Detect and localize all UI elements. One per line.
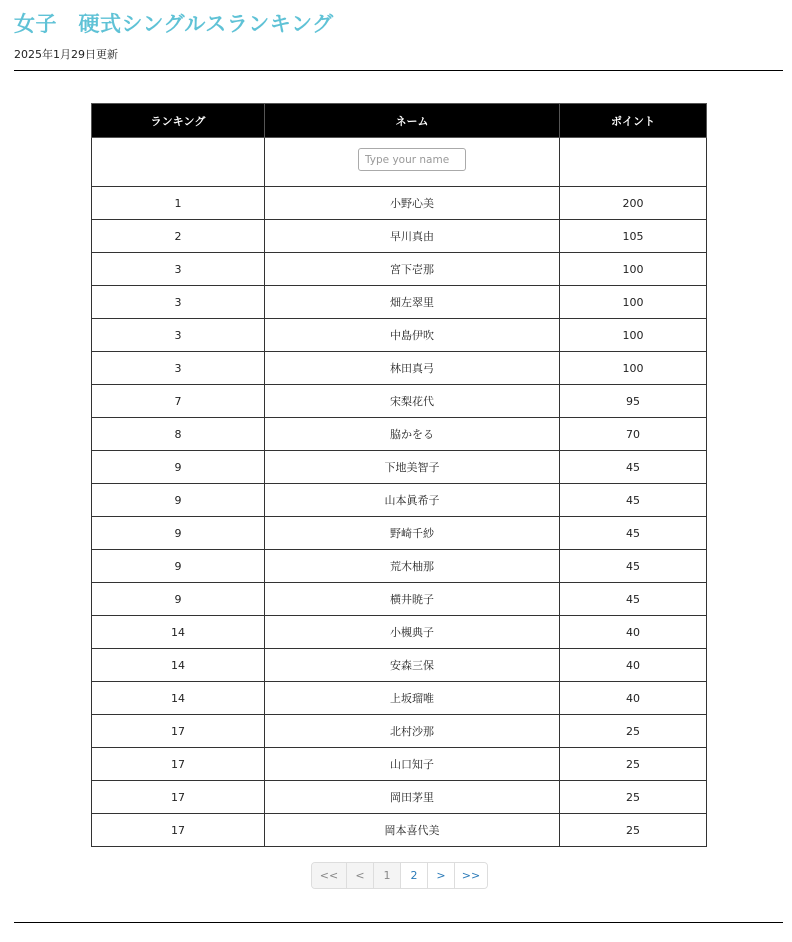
rank-cell: 8 — [92, 418, 265, 451]
points-cell: 45 — [560, 517, 707, 550]
name-cell: 岡本喜代美 — [265, 814, 560, 847]
points-cell: 40 — [560, 682, 707, 715]
rank-cell: 17 — [92, 715, 265, 748]
table-row — [92, 550, 707, 583]
name-cell: 横井暁子 — [265, 583, 560, 616]
updated-date: 2025年1月29日更新 — [14, 48, 118, 61]
rank-cell: 3 — [92, 286, 265, 319]
name-cell: 荒木柚那 — [265, 550, 560, 583]
name-cell: 畑左翠里 — [265, 286, 560, 319]
next-page-button[interactable]: > — [427, 863, 454, 888]
name-cell: 中島伊吹 — [265, 319, 560, 352]
table-row — [92, 748, 707, 781]
rank-cell: 2 — [92, 220, 265, 253]
rank-cell: 14 — [92, 649, 265, 682]
name-cell: 脇かをる — [265, 418, 560, 451]
rank-cell: 9 — [92, 583, 265, 616]
points-cell: 40 — [560, 616, 707, 649]
name-cell: 野崎千紗 — [265, 517, 560, 550]
table-header-row — [92, 104, 707, 138]
rank-cell: 17 — [92, 748, 265, 781]
table-row — [92, 187, 707, 220]
name-cell: 上坂瑠唯 — [265, 682, 560, 715]
rank-cell: 9 — [92, 451, 265, 484]
filter-cell-points — [560, 138, 707, 187]
points-cell: 100 — [560, 286, 707, 319]
pagination — [311, 862, 488, 889]
name-cell: 早川真由 — [265, 220, 560, 253]
rank-cell: 17 — [92, 781, 265, 814]
points-cell: 45 — [560, 484, 707, 517]
table-row — [92, 583, 707, 616]
points-cell: 100 — [560, 352, 707, 385]
table-row — [92, 319, 707, 352]
bottom-divider — [14, 922, 783, 923]
rank-cell: 3 — [92, 253, 265, 286]
table-row — [92, 649, 707, 682]
filter-row — [92, 138, 707, 187]
rank-cell: 1 — [92, 187, 265, 220]
table-row — [92, 616, 707, 649]
filter-cell-name — [265, 138, 560, 187]
points-cell: 45 — [560, 451, 707, 484]
points-cell: 25 — [560, 814, 707, 847]
ranking-table — [91, 103, 707, 847]
table-row — [92, 814, 707, 847]
column-header-points[interactable]: ポイント — [560, 104, 707, 138]
page-1-button[interactable]: 1 — [373, 863, 400, 888]
last-page-button[interactable]: >> — [454, 863, 487, 888]
name-cell: 小槻典子 — [265, 616, 560, 649]
name-cell: 山本眞希子 — [265, 484, 560, 517]
name-cell: 宮下壱那 — [265, 253, 560, 286]
table-row — [92, 385, 707, 418]
name-cell: 宋梨花代 — [265, 385, 560, 418]
table-row — [92, 715, 707, 748]
rank-cell: 9 — [92, 517, 265, 550]
table-row — [92, 451, 707, 484]
rank-cell: 9 — [92, 484, 265, 517]
name-cell: 岡田茅里 — [265, 781, 560, 814]
table-row — [92, 682, 707, 715]
name-cell: 安森三保 — [265, 649, 560, 682]
filter-cell-rank — [92, 138, 265, 187]
points-cell: 105 — [560, 220, 707, 253]
column-header-rank[interactable]: ランキング — [92, 104, 265, 138]
name-filter-input[interactable] — [358, 148, 466, 171]
column-header-name[interactable]: ネーム — [265, 104, 560, 138]
rank-cell: 14 — [92, 682, 265, 715]
previous-page-button[interactable]: < — [346, 863, 373, 888]
points-cell: 25 — [560, 748, 707, 781]
name-cell: 林田真弓 — [265, 352, 560, 385]
name-cell: 北村沙那 — [265, 715, 560, 748]
rank-cell: 14 — [92, 616, 265, 649]
table-row — [92, 352, 707, 385]
name-cell: 山口知子 — [265, 748, 560, 781]
table-row — [92, 418, 707, 451]
table-row — [92, 253, 707, 286]
page-title: 女子 硬式シングルスランキング — [14, 12, 334, 36]
rank-cell: 3 — [92, 319, 265, 352]
points-cell: 100 — [560, 319, 707, 352]
table-row — [92, 781, 707, 814]
points-cell: 100 — [560, 253, 707, 286]
points-cell: 25 — [560, 715, 707, 748]
rank-cell: 17 — [92, 814, 265, 847]
points-cell: 70 — [560, 418, 707, 451]
points-cell: 200 — [560, 187, 707, 220]
points-cell: 95 — [560, 385, 707, 418]
points-cell: 45 — [560, 583, 707, 616]
name-cell: 下地美智子 — [265, 451, 560, 484]
rank-cell: 9 — [92, 550, 265, 583]
points-cell: 45 — [560, 550, 707, 583]
top-divider — [14, 70, 783, 71]
points-cell: 40 — [560, 649, 707, 682]
rank-cell: 3 — [92, 352, 265, 385]
table-row — [92, 220, 707, 253]
first-page-button[interactable]: << — [312, 863, 346, 888]
table-row — [92, 484, 707, 517]
table-row — [92, 286, 707, 319]
rank-cell: 7 — [92, 385, 265, 418]
points-cell: 25 — [560, 781, 707, 814]
page-2-button[interactable]: 2 — [400, 863, 427, 888]
table-row — [92, 517, 707, 550]
name-cell: 小野心美 — [265, 187, 560, 220]
